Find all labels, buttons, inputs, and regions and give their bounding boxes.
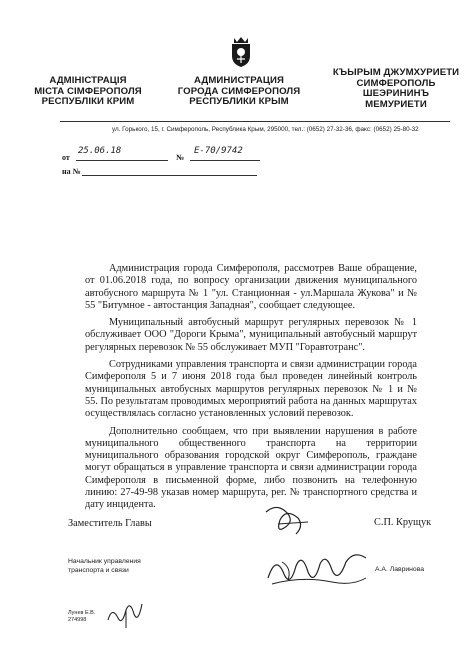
body-paragraph: Дополнительно сообщаем, что при выявлении нарушения в работе муниципального общественного транспорта на территории муниципального образования городской округ Симферополь, граждане могут обращаться в управление транспорта и связи администрации города Симферополя в письменной форме, либо позвонить на телефонную линию: 27-49-98 указав номер маршрута, рег. № транспортного средства и дату инцидента. — [85, 425, 417, 511]
number-handwritten: Е-70/9742 — [194, 146, 243, 156]
header-left-line: АДМІНІСТРАЦІЯ — [49, 75, 127, 86]
department-title-line: транспорта и связи — [68, 566, 129, 574]
header-left-line: МІСТА СІМФЕРОПОЛЯ — [34, 85, 142, 97]
executor-info — [68, 610, 95, 624]
executor-name: Лунев Е.В. — [68, 610, 96, 616]
header-right-line: СИМФЕРОПОЛЬ — [356, 77, 436, 89]
header-right-line: МЕМУРИЕТИ — [365, 98, 427, 110]
header-left-line: РЕСПУБЛІКИ КРИМ — [41, 96, 135, 107]
deputy-signature — [258, 500, 318, 540]
letter-body — [85, 263, 417, 517]
header-center-line: РЕСПУБЛИКИ КРЫМ — [189, 96, 289, 107]
body-paragraph: Администрация города Симферополя, рассмотрев Ваше обращение, от 01.06.2018 года, по вопросу организации движения муниципального автобусного маршрута № 1 "ул. Станционная - ул.Маршала Жукова" и № 55 "Битумное - автостанция Западная", сообщает следующее. — [85, 263, 417, 311]
department-title — [68, 558, 141, 575]
header-right-line: КЪЫРЫМ ДЖУМХУРИЕТИ — [332, 67, 460, 78]
header-address: ул. Горького, 15, г. Симферополь, Республика Крым, 295000, тел.: (0652) 27-32-36, факс: (0652) 25-80-32 — [112, 126, 419, 133]
body-paragraph: Сотрудниками управления транспорта и связи администрации города Симферополя 5 и 7 июня 2018 года был проведен линейный контроль муниципальных автобусных маршрутов регулярных перевозок № 1 и № 55. По результатам проводимых мероприятий работа на данных маршрутах осуществлялась согласно установленных условий перевозок. — [85, 359, 417, 420]
deputy-title: Заместитель Главы — [68, 518, 152, 529]
header-right-crimean-tatar — [326, 68, 466, 110]
header-center-russian — [170, 76, 308, 108]
date-handwritten: 25.06.18 — [78, 146, 122, 156]
coat-of-arms-icon — [229, 34, 253, 68]
date-field — [76, 146, 168, 161]
number-field — [190, 146, 260, 161]
header-left-ukrainian — [18, 76, 158, 108]
header-right-line: ШЕЭРИНИНЪ — [362, 88, 430, 99]
body-paragraph: Муниципальный автобусный маршрут регулярных перевозок № 1 обслуживает ООО "Дороги Крыма", муниципальный автобусный маршрут регулярных перевозок № 55 обслуживает МУП "Горавтотранс". — [85, 317, 417, 353]
header-center-line: АДМИНИСТРАЦИЯ — [194, 75, 284, 86]
header-divider — [60, 121, 450, 122]
executor-phone: 274998 — [68, 617, 87, 623]
header-center-line: ГОРОДА СИМФЕРОПОЛЯ — [177, 85, 301, 97]
deputy-name: С.П. Крущук — [374, 517, 432, 528]
reference-field — [82, 166, 257, 176]
date-label: от — [62, 153, 70, 162]
department-signature — [262, 548, 372, 592]
reference-label: на № — [62, 167, 81, 176]
department-head-name: А.А. Лавринова — [375, 566, 425, 573]
number-label: № — [176, 153, 185, 162]
department-title-line: Начальник управления — [68, 558, 141, 565]
executor-signature — [104, 596, 146, 630]
